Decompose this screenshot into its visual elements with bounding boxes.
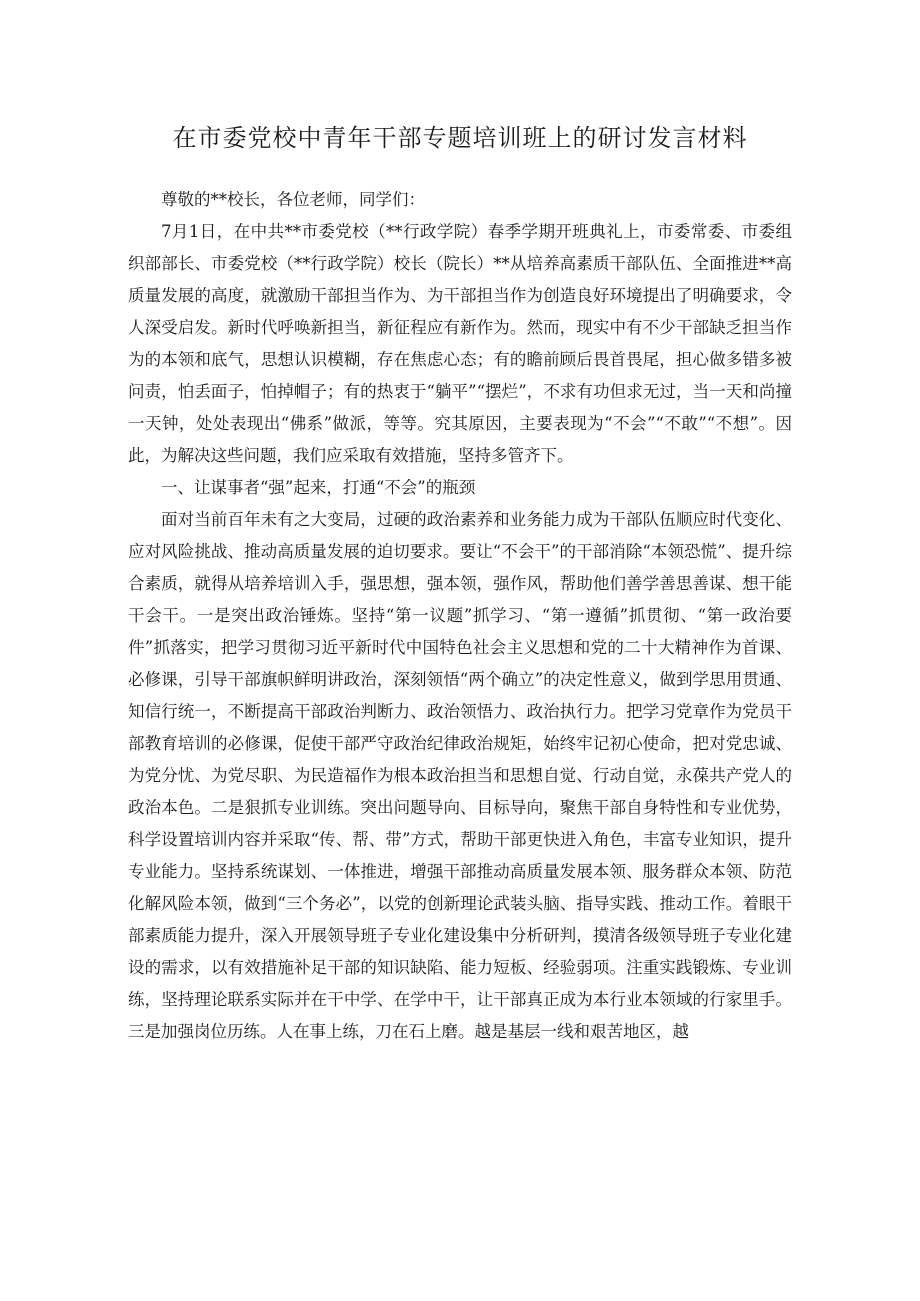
paragraph-section-1: 面对当前百年未有之大变局，过硬的政治素养和业务能力成为干部队伍顺应时代变化、应对风险挑战、推动高质量发展的迫切要求。要让“不会干”的干部消除“本领恐慌”、提升综合素质，就得从培养培训入手，强思想，强本领，强作风，帮助他们善学善思善谋、想干能干会干。一是突出政治锤炼。坚持“第一议题”抓学习、“第一遵循”抓贯彻、“第一政治要件”抓落实，把学习贯彻习近平新时代中国特色社会主义思想和党的二十大精神作为首课、必修课，引导干部旗帜鲜明讲政治，深刻领悟“两个确立”的决定性意义，做到学思用贯通、知信行统一，不断提高干部政治判断力、政治领悟力、政治执行力。把学习党章作为党员干部教育培训的必修课，促使干部严守政治纪律政治规矩，始终牢记初心使命，把对党忠诚、为党分忧、为党尽职、为民造福作为根本政治担当和思想自觉、行动自觉，永葆共产党人的政治本色。二是狠抓专业训练。突出问题导向、目标导向，聚焦干部自身特性和专业优势，科学设置培训内容并采取“传、帮、带”方式，帮助干部更快进入角色，丰富专业知识，提升专业能力。坚持系统谋划、一体推进，增强干部推动高质量发展本领、服务群众本领、防范化解风险本领，做到“三个务必”，以党的创新理论武装头脑、指导实践、推动工作。着眼干部素质能力提升，深入开展领导班子专业化建设集中分析研判，摸清各级领导班子专业化建设的需求，以有效措施补足干部的知识缺陷、能力短板、经验弱项。注重实践锻炼、专业训练，坚持理论联系实际并在干中学、在学中干，让干部真正成为本行业本领域的行家里手。三是加强岗位历练。人在事上练，刀在石上磨。越是基层一线和艰苦地区，越 — [128, 510, 792, 1041]
paragraph-intro: 7月1日，在中共**市委党校（**行政学院）春季学期开班典礼上，市委常委、市委组织部部长、市委党校（**行政学院）校长（院长）**从培养高素质干部队伍、全面推进**高质量发展的高度，就激励干部担当作为、为干部担当作为创造良好环境提出了明确要求，令人深受启发。新时代呼唤新担当，新征程应有新作为。然而，现实中有不少干部缺乏担当作为的本领和底气，思想认识模糊，存在焦虑心态；有的瞻前顾后畏首畏尾，担心做多错多被问责，怕丢面子，怕掉帽子；有的热衷于“躺平”“摆烂”，不求有功但求无过，当一天和尚撞一天钟，处处表现出“佛系”做派，等等。究其原因，主要表现为“不会”“不敢”“不想”。因此，为解决这些问题，我们应采取有效措施，坚持多管齐下。 — [128, 222, 792, 465]
document-body — [128, 184, 792, 1048]
section-heading-1: 一、让谋事者“强”起来，打通“不会”的瓶颈 — [161, 478, 476, 497]
document-title: 在市委党校中青年干部专题培训班上的研讨发言材料 — [172, 124, 748, 152]
salutation: 尊敬的**校长，各位老师，同学们： — [161, 190, 425, 209]
